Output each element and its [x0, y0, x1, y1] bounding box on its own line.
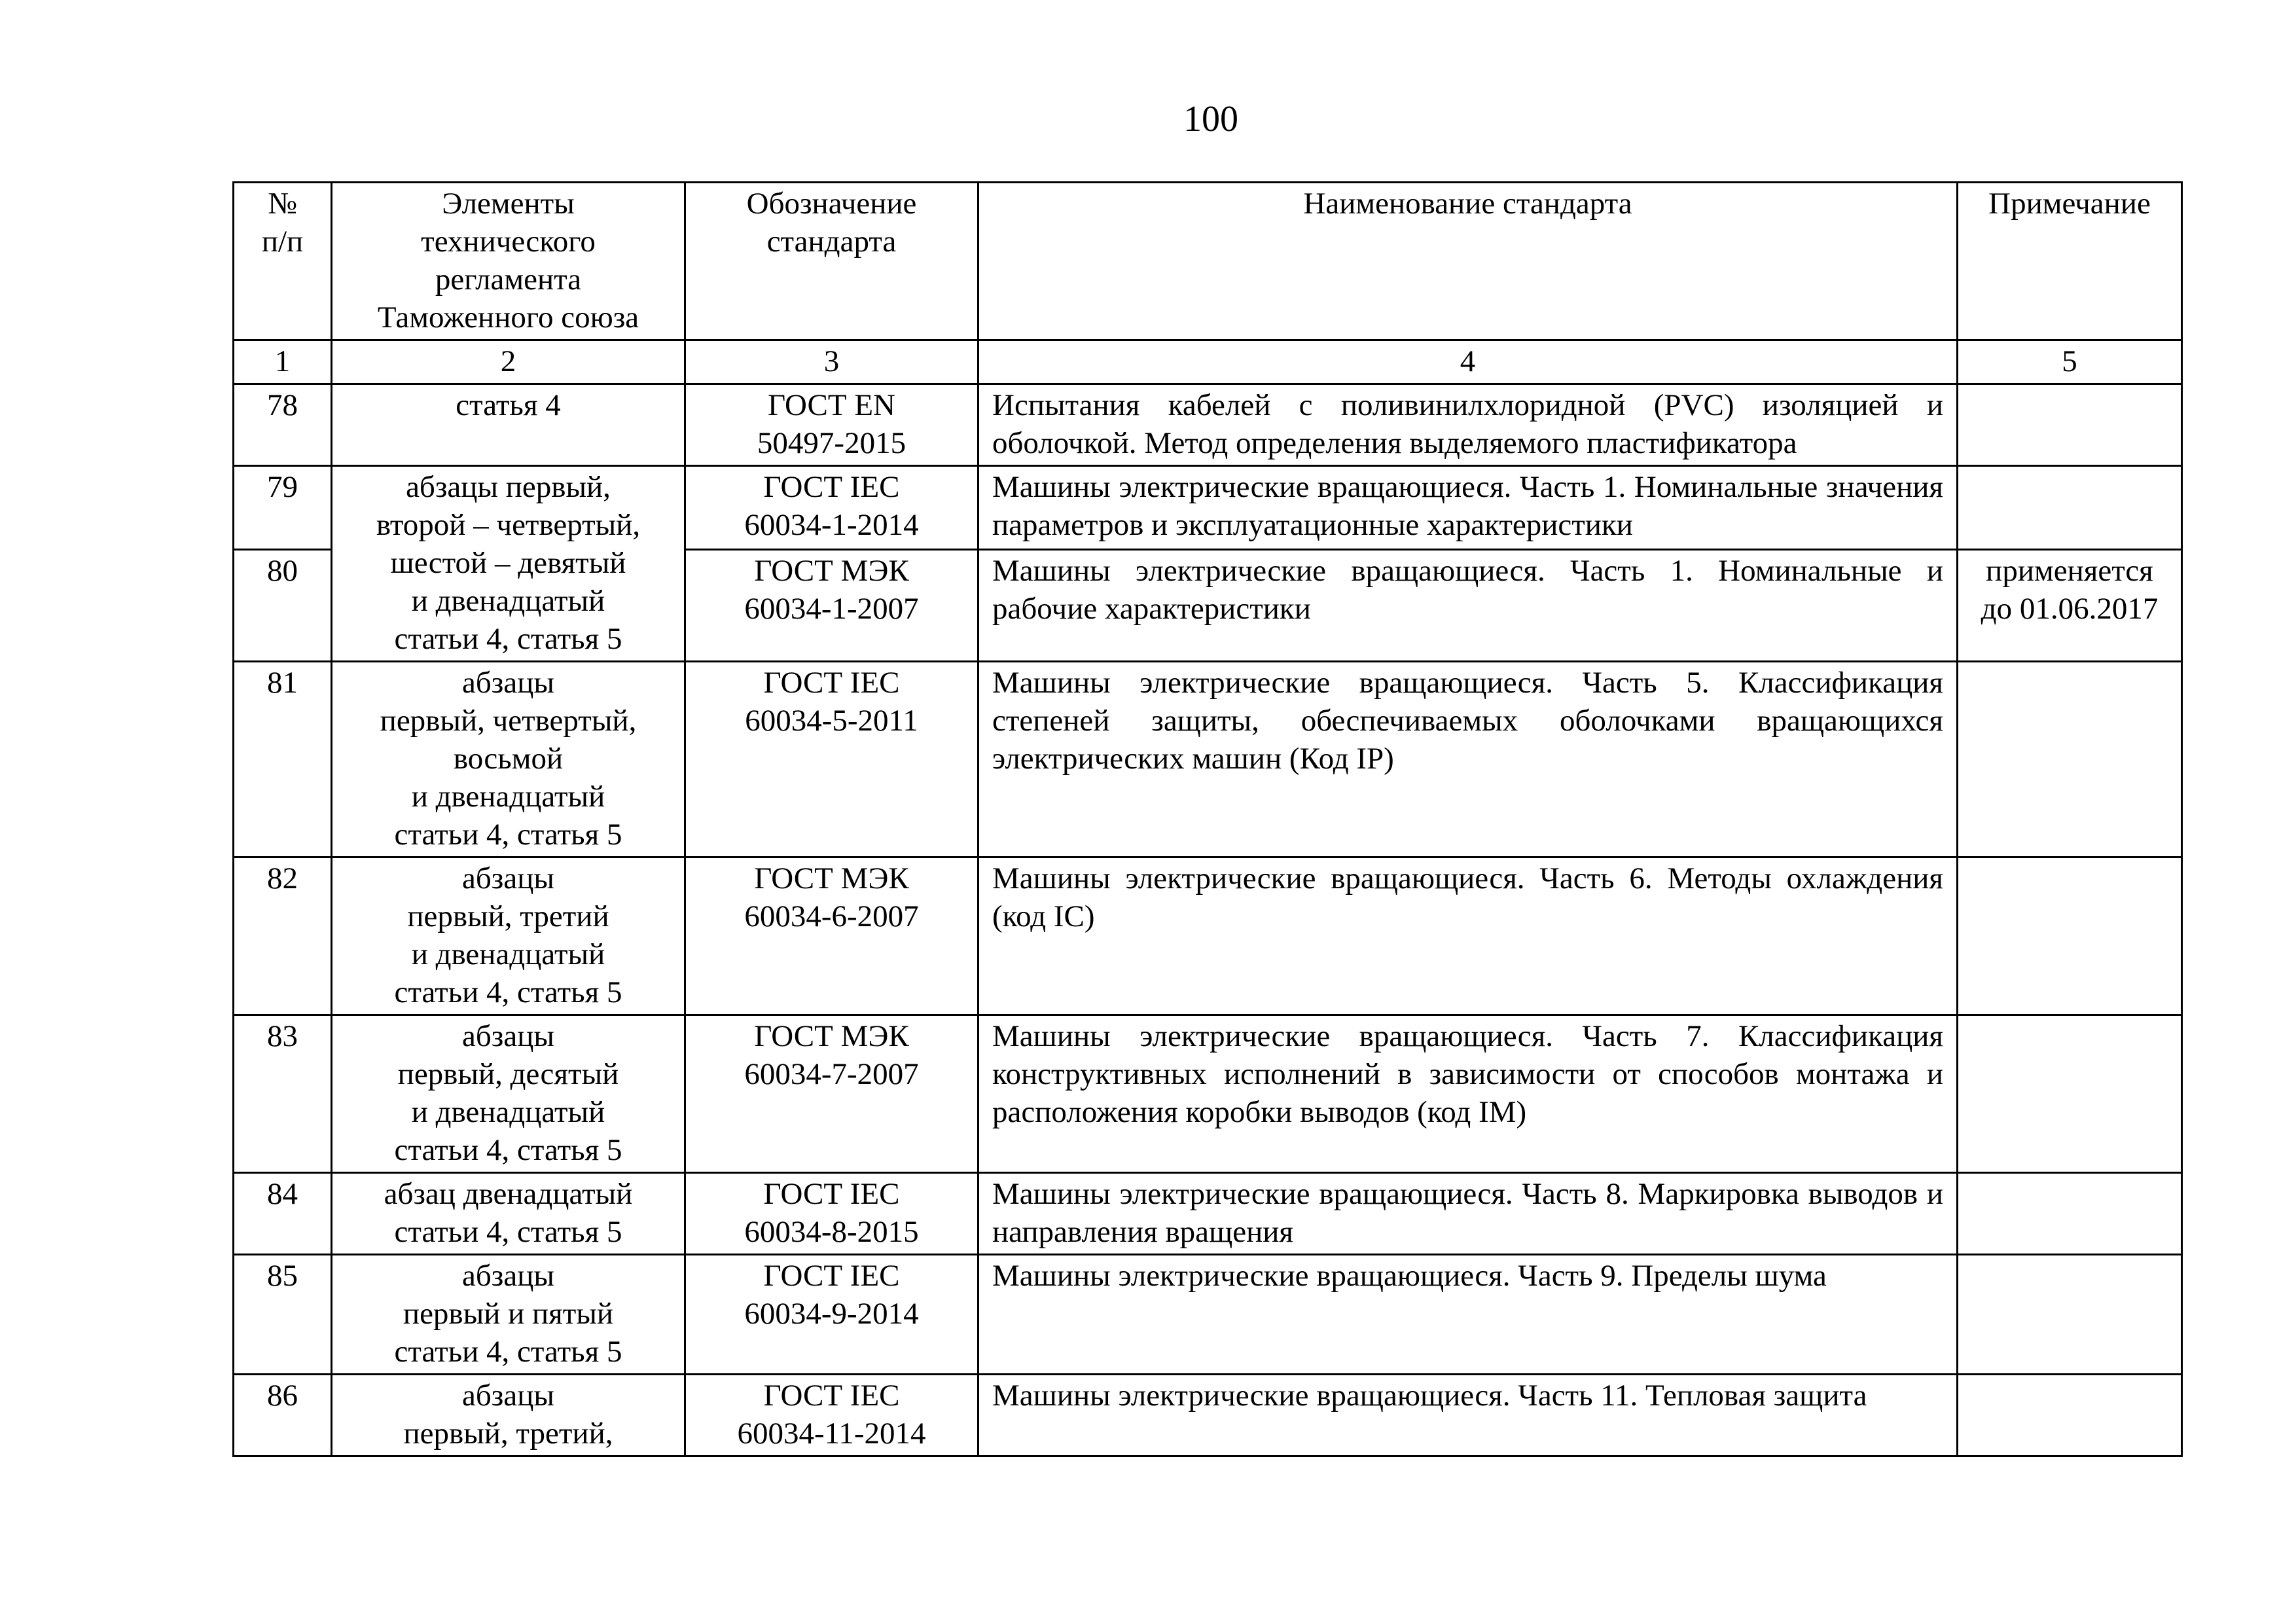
row-num: 78 [234, 384, 332, 466]
row-num: 79 [234, 466, 332, 550]
row-note [1958, 662, 2182, 857]
row-standard-name: Машины электрические вращающиеся. Часть 9. Пределы шума [978, 1255, 1958, 1375]
row-num: 85 [234, 1255, 332, 1375]
row-elements: абзацы первый и пятый статьи 4, статья 5 [332, 1255, 685, 1375]
table-row [234, 662, 2182, 857]
row-note [1958, 1255, 2182, 1375]
column-number-row [234, 340, 2182, 384]
column-number: 5 [1958, 340, 2182, 384]
column-number: 1 [234, 340, 332, 384]
row-num: 81 [234, 662, 332, 857]
row-elements: статья 4 [332, 384, 685, 466]
row-designation: ГОСТ EN 50497-2015 [685, 384, 978, 466]
row-note [1958, 1173, 2182, 1255]
row-designation: ГОСТ МЭК 60034-1-2007 [685, 549, 978, 661]
standards-table [232, 181, 2183, 1457]
row-num: 83 [234, 1015, 332, 1173]
row-note [1958, 857, 2182, 1015]
header-num: № п/п [234, 183, 332, 340]
row-standard-name: Машины электрические вращающиеся. Часть 8. Маркировка выводов и направления вращения [978, 1173, 1958, 1255]
row-standard-name: Испытания кабелей с поливинилхлоридной (PVC) изоляцией и оболочкой. Метод определения выделяемого пластификатора [978, 384, 1958, 466]
row-standard-name: Машины электрические вращающиеся. Часть 1. Номинальные и рабочие характеристики [978, 549, 1958, 661]
row-designation: ГОСТ IEC 60034-5-2011 [685, 662, 978, 857]
row-elements: абзацы первый, четвертый, восьмой и двенадцатый статьи 4, статья 5 [332, 662, 685, 857]
header-name: Наименование стандарта [978, 183, 1958, 340]
row-note [1958, 1015, 2182, 1173]
page-number: 100 [1183, 99, 1238, 139]
row-standard-name: Машины электрические вращающиеся. Часть 5. Классификация степеней защиты, обеспечиваемых оболочками вращающихся электрических машин (Код IP) [978, 662, 1958, 857]
table-row [234, 466, 2182, 550]
row-note: применяется до 01.06.2017 [1958, 549, 2182, 661]
column-number: 4 [978, 340, 1958, 384]
row-elements: абзац двенадцатый статьи 4, статья 5 [332, 1173, 685, 1255]
row-designation: ГОСТ МЭК 60034-7-2007 [685, 1015, 978, 1173]
row-elements: абзацы первый, третий и двенадцатый статьи 4, статья 5 [332, 857, 685, 1015]
row-elements: абзацы первый, второй – четвертый, шестой – девятый и двенадцатый статьи 4, статья 5 [332, 466, 685, 662]
row-elements: абзацы первый, десятый и двенадцатый статьи 4, статья 5 [332, 1015, 685, 1173]
row-num: 80 [234, 549, 332, 661]
table-row [234, 1173, 2182, 1255]
row-num: 84 [234, 1173, 332, 1255]
row-designation: ГОСТ IEC 60034-11-2014 [685, 1375, 978, 1456]
row-designation: ГОСТ IEC 60034-9-2014 [685, 1255, 978, 1375]
row-standard-name: Машины электрические вращающиеся. Часть 1. Номинальные значения параметров и эксплуатационные характеристики [978, 466, 1958, 550]
header-note: Примечание [1958, 183, 2182, 340]
row-note [1958, 1375, 2182, 1456]
table-row [234, 1255, 2182, 1375]
row-designation: ГОСТ МЭК 60034-6-2007 [685, 857, 978, 1015]
row-standard-name: Машины электрические вращающиеся. Часть 6. Методы охлаждения (код IC) [978, 857, 1958, 1015]
table-row [234, 1015, 2182, 1173]
table-header-row [234, 183, 2182, 340]
row-designation: ГОСТ IEC 60034-1-2014 [685, 466, 978, 550]
column-number: 2 [332, 340, 685, 384]
row-elements: абзацы первый, третий, [332, 1375, 685, 1456]
row-num: 86 [234, 1375, 332, 1456]
table-row [234, 384, 2182, 466]
row-note [1958, 384, 2182, 466]
table-row [234, 857, 2182, 1015]
row-num: 82 [234, 857, 332, 1015]
header-designation: Обозначение стандарта [685, 183, 978, 340]
row-standard-name: Машины электрические вращающиеся. Часть 7. Классификация конструктивных исполнений в зависимости от способов монтажа и расположения коробки выводов (код IM) [978, 1015, 1958, 1173]
table-row [234, 1375, 2182, 1456]
row-standard-name: Машины электрические вращающиеся. Часть 11. Тепловая защита [978, 1375, 1958, 1456]
column-number: 3 [685, 340, 978, 384]
row-note [1958, 466, 2182, 550]
row-designation: ГОСТ IEC 60034-8-2015 [685, 1173, 978, 1255]
header-elements: Элементы технического регламента Таможенного союза [332, 183, 685, 340]
